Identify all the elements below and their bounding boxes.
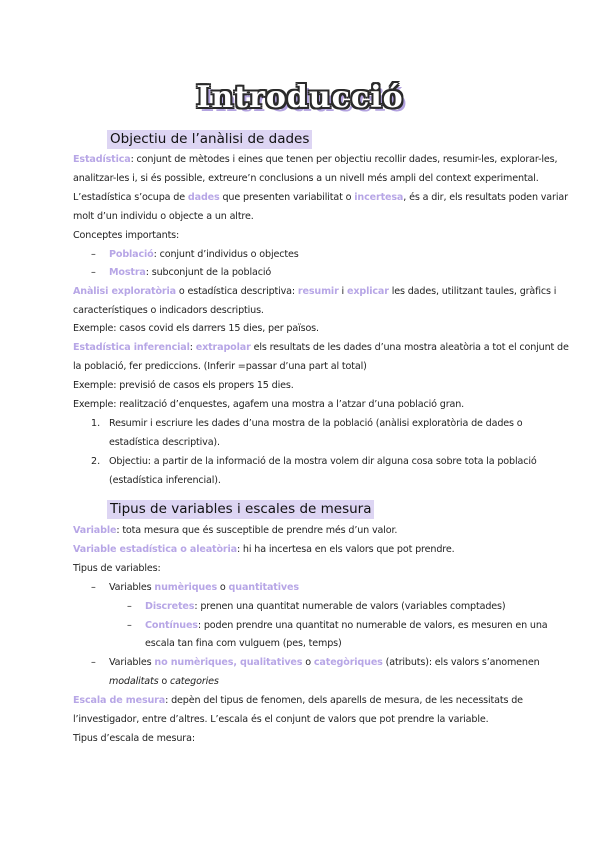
variables-discretes xyxy=(145,600,505,613)
keyword: Variable xyxy=(73,525,117,536)
def-variable-aleatoria xyxy=(73,543,455,556)
keyword: Mostra xyxy=(109,267,146,278)
text: : conjunt de mètodes i eines que tenen per objectiu recollir dades, resumir-les, explorar-les, xyxy=(130,154,558,165)
text: : subconjunt de la població xyxy=(145,267,272,278)
text: i xyxy=(338,286,347,297)
text: categories xyxy=(169,676,219,687)
text: : xyxy=(189,342,196,353)
conceptes-label: Conceptes importants: xyxy=(73,230,180,241)
def-escala-mesura xyxy=(73,694,523,707)
paragraph-estadistica xyxy=(73,153,557,166)
text: modalitats xyxy=(109,676,159,687)
text: o estadística descriptiva: xyxy=(175,286,298,297)
text: (atributs): els valors s’anomenen xyxy=(382,657,540,668)
text: Variables xyxy=(109,657,155,668)
keyword: resumir xyxy=(297,286,339,297)
example-3: Exemple: realització d’enquestes, agafem una mostra a l’atzar d’una població gran. xyxy=(73,399,465,410)
text: : depèn del tipus de fenomen, dels aparells de mesura, de les necessitats de xyxy=(165,695,523,706)
text: o xyxy=(217,582,229,593)
list-number: 2. xyxy=(91,456,101,467)
numbered-item-1-cont: estadística descriptiva). xyxy=(109,437,220,448)
bullet-dash: – xyxy=(91,249,96,260)
concept-poblacio xyxy=(109,248,299,261)
def-escala-mesura-cont: l’investigador, entre d’altres. L’escala és el conjunt de valors que pot prendre la variable. xyxy=(73,714,489,725)
variables-qualitatives xyxy=(109,656,540,669)
keyword: quantitatives xyxy=(228,582,299,593)
list-number: 1. xyxy=(91,418,101,429)
keyword: Estadística xyxy=(73,154,131,165)
text: els resultats de les dades d’una mostra aleatòria a tot el conjunt de xyxy=(250,342,569,353)
text: : tota mesura que és susceptible de prendre més d’un valor. xyxy=(116,525,398,536)
text: : poden prendre una quantitat no numerable de valors, es mesuren en una xyxy=(197,620,548,631)
keyword: categòriques xyxy=(313,657,383,668)
variables-continues xyxy=(145,619,548,632)
keyword: Anàlisi exploratòria xyxy=(73,286,176,297)
paragraph-dades xyxy=(73,191,568,204)
keyword: dades xyxy=(187,192,220,203)
page-title: Introducció xyxy=(196,80,404,115)
text: les dades, utilitzant taules, gràfics i xyxy=(388,286,557,297)
keyword: explicar xyxy=(346,286,389,297)
def-variable xyxy=(73,524,397,537)
keyword: Discretes xyxy=(145,601,195,612)
variables-numeriques xyxy=(109,581,299,594)
paragraph-exploratoria xyxy=(73,285,556,298)
variables-qualitatives-cont xyxy=(109,675,219,688)
paragraph-inferencial xyxy=(73,341,569,354)
keyword: no numèriques, qualitatives xyxy=(154,657,303,668)
bullet-dash: – xyxy=(127,620,132,631)
numbered-item-1: Resumir i escriure les dades d’una mostra de la població (anàlisi exploratòria de dades o xyxy=(109,418,523,429)
paragraph-exploratoria-cont: característiques o indicadors descriptius. xyxy=(73,305,264,316)
paragraph-dades-cont: molt d’un individu o objecte a un altre. xyxy=(73,211,254,222)
keyword: extrapolar xyxy=(195,342,251,353)
keyword: Estadística inferencial xyxy=(73,342,190,353)
variables-continues-cont: escala tan fina com vulguem (pes, temps) xyxy=(145,638,342,649)
text: : hi ha incertesa en els valors que pot prendre. xyxy=(236,544,455,555)
keyword: Escala de mesura xyxy=(73,695,166,706)
paragraph-estadistica-cont: analitzar-les i, si és possible, extreure’n conclusions a un nivell més ampli del context experimental. xyxy=(73,173,539,184)
text: : prenen una quantitat numerable de valors (variables comptades) xyxy=(194,601,506,612)
paragraph-inferencial-cont: la població, fer prediccions. (Inferir =passar d’una part al total) xyxy=(73,361,367,372)
keyword: incertesa xyxy=(354,192,404,203)
bullet-dash: – xyxy=(127,601,132,612)
keyword: numèriques xyxy=(154,582,218,593)
section-heading-objectiu: Objectiu de l’anàlisi de dades xyxy=(107,130,312,149)
numbered-item-2-cont: (estadística inferencial). xyxy=(109,475,221,486)
concept-mostra xyxy=(109,266,271,279)
keyword: Variable estadística o aleatòria xyxy=(73,544,237,555)
bullet-dash: – xyxy=(91,657,96,668)
example-1: Exemple: casos covid els darrers 15 dies, per països. xyxy=(73,323,319,334)
text: L’estadística s’ocupa de xyxy=(73,192,188,203)
keyword: Contínues xyxy=(145,620,198,631)
tipus-variables-label: Tipus de variables: xyxy=(73,563,161,574)
numbered-item-2: Objectiu: a partir de la informació de la mostra volem dir alguna cosa sobre tota la població xyxy=(109,456,537,467)
text: , és a dir, els resultats poden variar xyxy=(403,192,568,203)
section-heading-tipus: Tipus de variables i escales de mesura xyxy=(107,500,374,519)
keyword: Població xyxy=(109,249,154,260)
example-2: Exemple: previsió de casos els propers 15 dies. xyxy=(73,380,294,391)
bullet-dash: – xyxy=(91,582,96,593)
text: : conjunt d’individus o objectes xyxy=(153,249,299,260)
text: o xyxy=(302,657,314,668)
text: que presenten variabilitat o xyxy=(219,192,355,203)
text: Variables xyxy=(109,582,155,593)
bullet-dash: – xyxy=(91,267,96,278)
tipus-escala-label: Tipus d’escala de mesura: xyxy=(73,733,195,744)
text: o xyxy=(158,676,170,687)
